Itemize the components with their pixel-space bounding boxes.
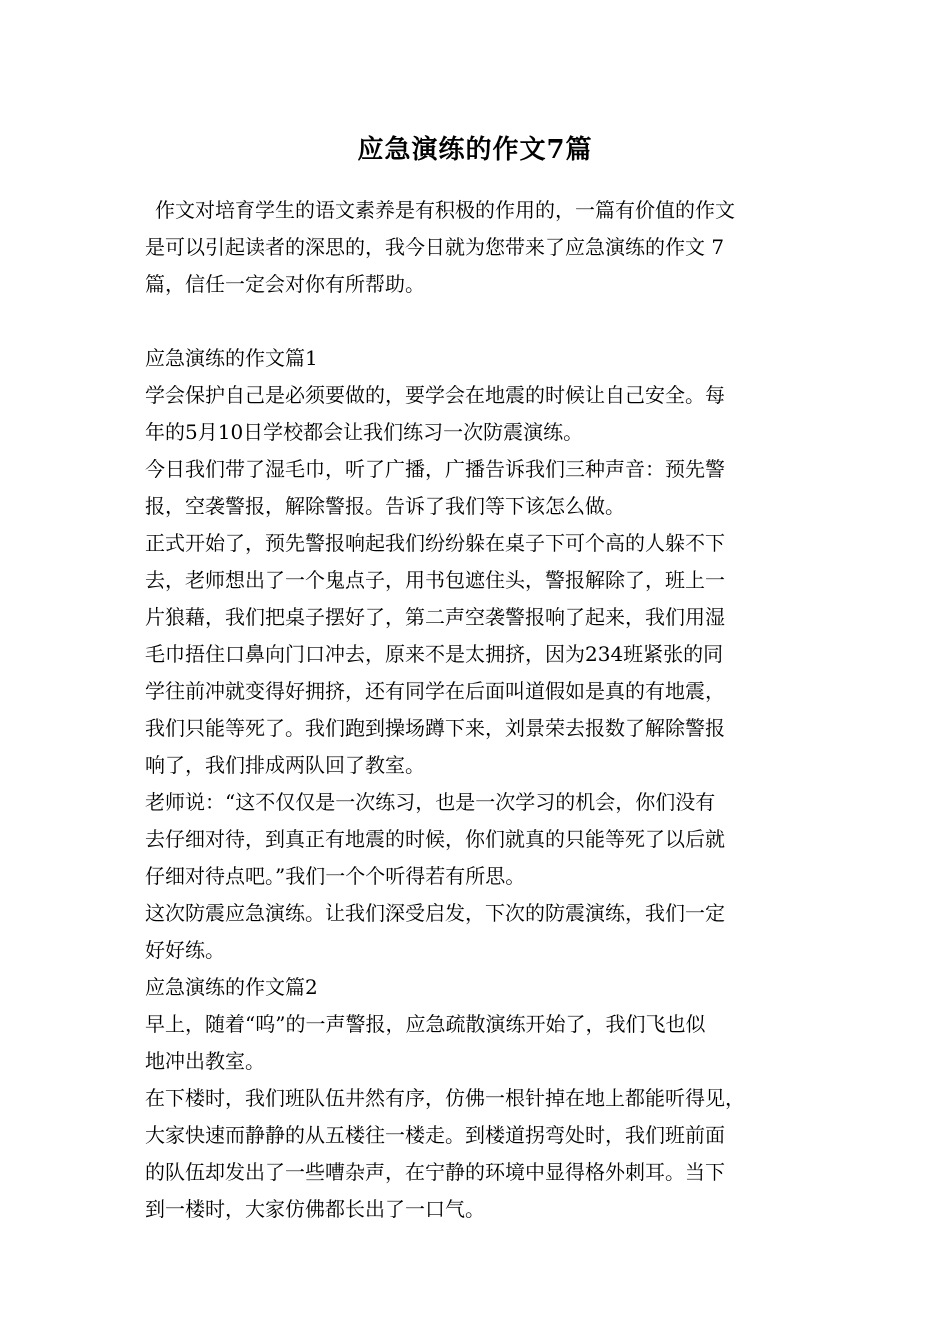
- section-heading: 应急演练的作文篇1: [145, 346, 318, 370]
- text-line: 去，老师想出了一个鬼点子，用书包遮住头，警报解除了，班上一: [145, 568, 725, 592]
- paragraph-gap: [145, 303, 810, 340]
- intro-paragraph: [145, 192, 810, 303]
- text-line: 的队伍却发出了一些嘈杂声，在宁静的环境中显得格外刺耳。当下: [145, 1160, 725, 1184]
- text-line: 早上，随着“呜”的一声警报，应急疏散演练开始了，我们飞也似: [145, 1012, 706, 1036]
- text-line: 报，空袭警报，解除警报。告诉了我们等下该怎么做。: [145, 494, 625, 518]
- document-body: [145, 192, 810, 1228]
- text-line: 正式开始了，预先警报响起我们纷纷躲在桌子下可个高的人躲不下: [145, 531, 725, 555]
- essay-text: [145, 340, 810, 1228]
- intro-line: 是可以引起读者的深思的，我今日就为您带来了应急演练的作文 7: [145, 235, 725, 259]
- text-line: 好好练。: [145, 938, 225, 962]
- intro-line: 作文对培育学生的语文素养是有积极的作用的，一篇有价值的作文: [155, 198, 735, 222]
- text-line: 在下楼时，我们班队伍井然有序，仿佛一根针掉在地上都能听得见，: [145, 1086, 745, 1110]
- document-title: 应急演练的作文7篇: [357, 135, 593, 165]
- text-line: 地冲出教室。: [145, 1049, 265, 1073]
- text-line: 学会保护自己是必须要做的，要学会在地震的时候让自己安全。每: [145, 383, 725, 407]
- text-line: 毛巾捂住口鼻向门口冲去，原来不是太拥挤，因为234班紧张的同: [145, 642, 724, 666]
- text-line: 片狼藉，我们把桌子摆好了，第二声空袭警报响了起来，我们用湿: [145, 605, 725, 629]
- text-line: 到一楼时，大家仿佛都长出了一口气。: [145, 1197, 485, 1221]
- text-line: 年的5月10日学校都会让我们练习一次防震演练。: [145, 420, 584, 444]
- text-line: 老师说：“这不仅仅是一次练习，也是一次学习的机会，你们没有: [145, 790, 716, 814]
- text-line: 我们只能等死了。我们跑到操场蹲下来，刘景荣去报数了解除警报: [145, 716, 725, 740]
- text-line: 大家快速而静静的从五楼往一楼走。到楼道拐弯处时，我们班前面: [145, 1123, 725, 1147]
- text-line: 仔细对待点吧。”我们一个个听得若有所思。: [145, 864, 526, 888]
- intro-line: 篇，信任一定会对你有所帮助。: [145, 272, 425, 296]
- text-line: 今日我们带了湿毛巾，听了广播，广播告诉我们三种声音：预先警: [145, 457, 725, 481]
- text-line: 学往前冲就变得好拥挤，还有同学在后面叫道假如是真的有地震，: [145, 679, 725, 703]
- text-line: 去仔细对待，到真正有地震的时候，你们就真的只能等死了以后就: [145, 827, 725, 851]
- text-line: 响了，我们排成两队回了教室。: [145, 753, 425, 777]
- text-line: 这次防震应急演练。让我们深受启发，下次的防震演练，我们一定: [145, 901, 725, 925]
- section-heading: 应急演练的作文篇2: [145, 975, 318, 999]
